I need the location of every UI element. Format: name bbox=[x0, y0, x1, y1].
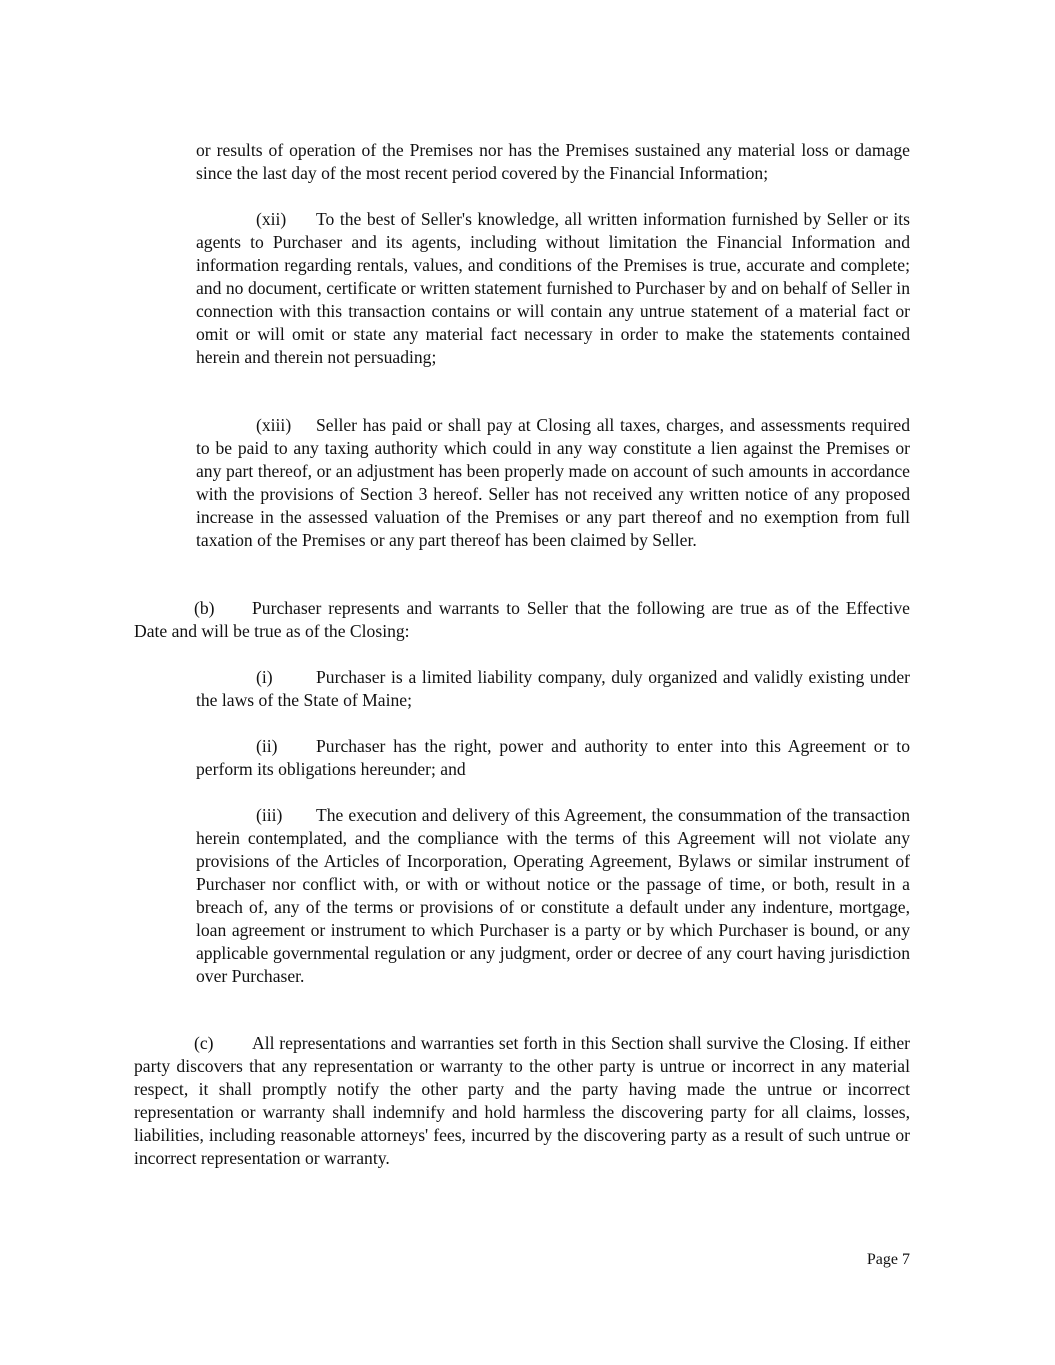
clause-c bbox=[134, 1032, 910, 1170]
clause-text: To the best of Seller's knowledge, all written information furnished by Seller or its agents to Purchaser and its agents, including without limitation the Financial Information and information regarding rentals, values, and conditions of the Premises is true, accurate and complete; and no document, certificate or written statement furnished to Purchaser by and on behalf of Seller in connection with this transaction contains or will contain any untrue statement of a material fact or omit or will omit or state any material fact necessary in order to make the statements contained herein and therein not persuading; bbox=[196, 209, 910, 367]
clause-marker: (ii) bbox=[256, 736, 278, 756]
continuation-paragraph: or results of operation of the Premises nor has the Premises sustained any material loss or damage since the last day of the most recent period covered by the Financial Information; bbox=[196, 140, 910, 183]
clause-text: Purchaser has the right, power and authority to enter into this Agreement or to perform its obligations hereunder; and bbox=[196, 736, 910, 779]
clause-a-xii bbox=[196, 208, 910, 369]
clause-marker: (b) bbox=[194, 598, 215, 618]
clause-b-ii bbox=[196, 735, 910, 781]
clause-a-xiii bbox=[196, 414, 910, 552]
clause-b bbox=[134, 597, 910, 643]
clause-text: The execution and delivery of this Agreement, the consummation of the transaction herein contemplated, and the compliance with the terms of this Agreement will not violate any provisions of the Articles of Incorporation, Operating Agreement, Bylaws or similar instrument of Purchaser nor conflict with, or with or without notice or the passage of time, or both, result in a breach of, any of the terms or provisions of or constitute a default under any indenture, mortgage, loan agreement or instrument to which Purchaser is a party or by which Purchaser is bound, or any applicable governmental regulation or any judgment, order or decree of any court having jurisdiction over Purchaser. bbox=[196, 805, 910, 986]
clause-b-i bbox=[196, 666, 910, 712]
clause-marker: (i) bbox=[256, 667, 273, 687]
clause-text: Purchaser represents and warrants to Seller that the following are true as of the Effective Date and will be true as of the Closing: bbox=[134, 598, 910, 641]
clause-text: Seller has paid or shall pay at Closing all taxes, charges, and assessments required to be paid to any taxing authority which could in any way constitute a lien against the Premises or any part thereof, or an adjustment has been properly made on account of such amounts in accordance with the provisions of Section 3 hereof. Seller has not received any written notice of any proposed increase in the assessed valuation of the Premises or any part thereof and no exemption from full taxation of the Premises or any part thereof has been claimed by Seller. bbox=[196, 415, 910, 550]
clause-text: All representations and warranties set forth in this Section shall survive the Closing. If either party discovers that any representation or warranty to the other party is untrue or incorrect in any material respect, it shall promptly notify the other party and the party having made the untrue or incorrect representation or warranty shall indemnify and hold harmless the discovering party for all claims, losses, liabilities, including reasonable attorneys' fees, incurred by the discovering party as a result of such untrue or incorrect representation or warranty. bbox=[134, 1033, 910, 1168]
clause-marker: (iii) bbox=[256, 805, 283, 825]
clause-marker: (xiii) bbox=[256, 415, 292, 435]
page-number: Page 7 bbox=[866, 1251, 910, 1268]
clause-marker: (xii) bbox=[256, 209, 287, 229]
clause-marker: (c) bbox=[194, 1033, 214, 1053]
clause-b-iii bbox=[196, 804, 910, 988]
clause-text: Purchaser is a limited liability company, duly organized and validly existing under the laws of the State of Maine; bbox=[196, 667, 910, 710]
